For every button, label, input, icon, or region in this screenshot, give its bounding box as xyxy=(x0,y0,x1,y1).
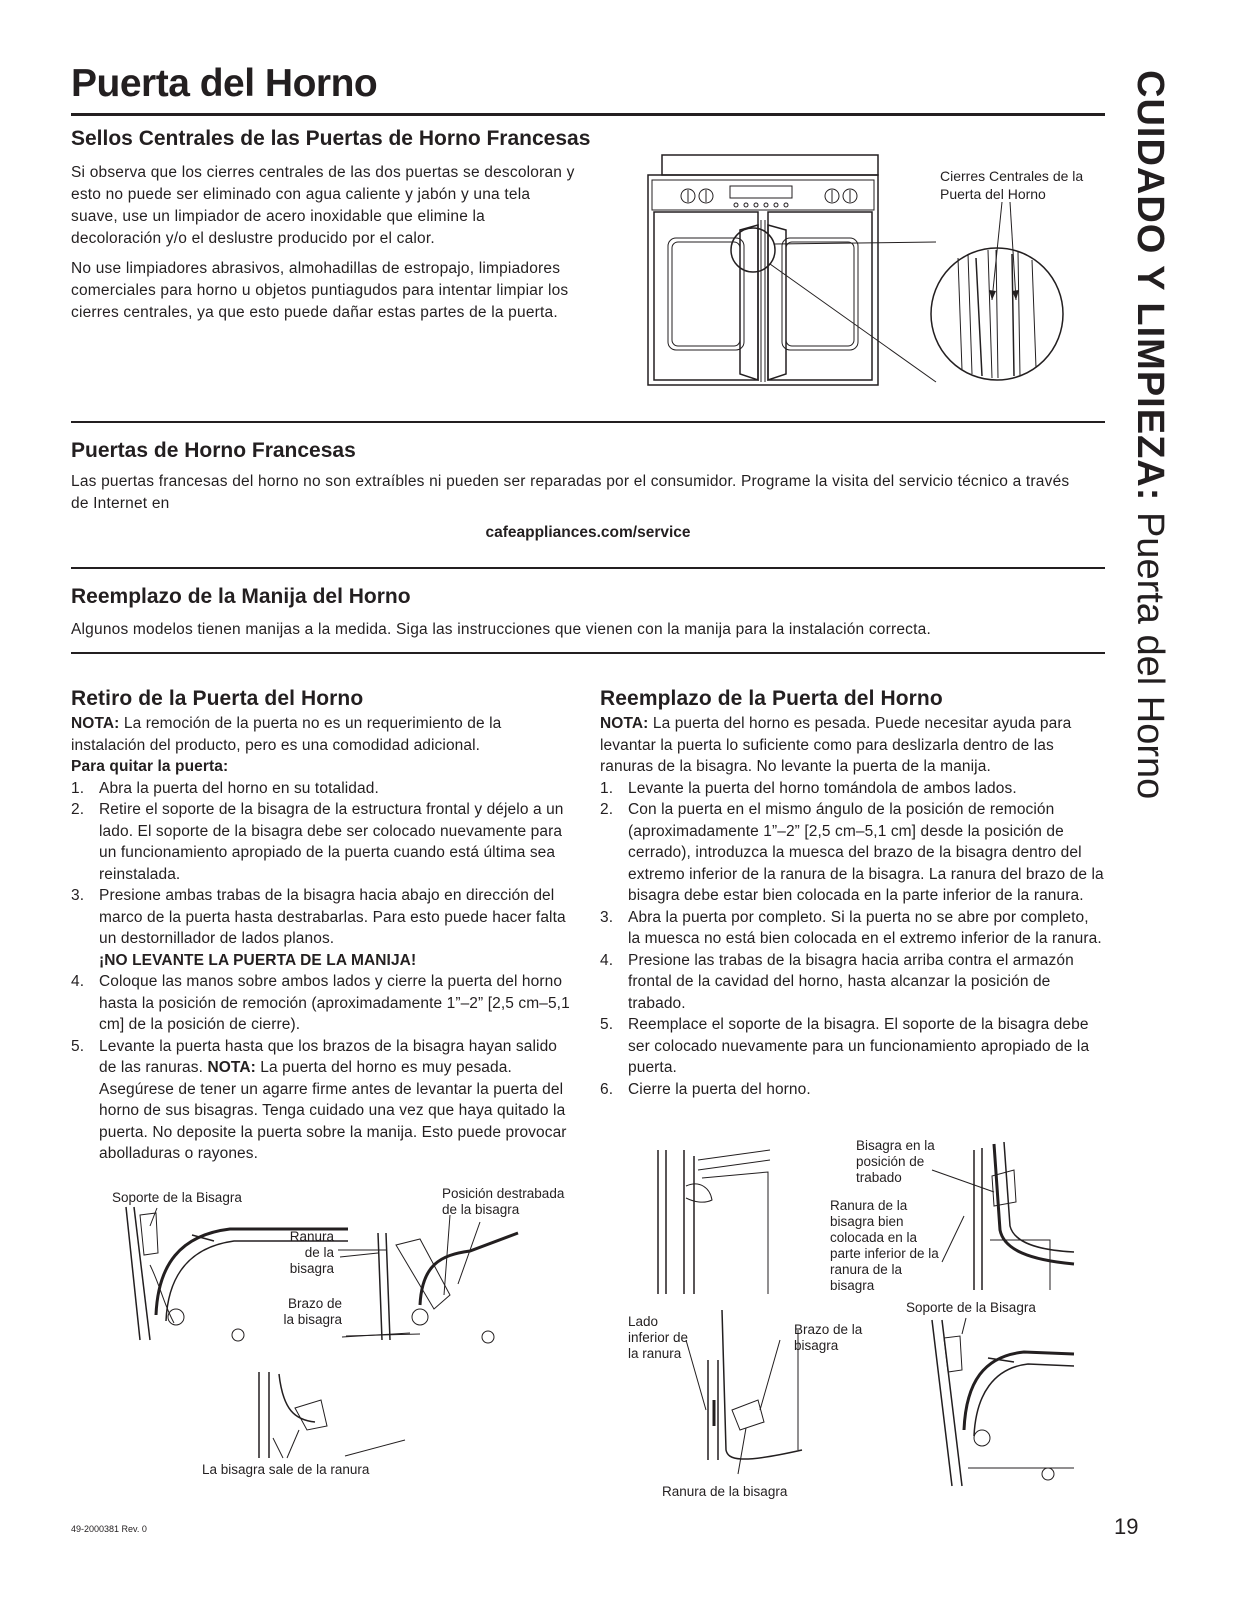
section-heading-central-seals: Sellos Centrales de las Puertas de Horno Francesas xyxy=(71,127,591,150)
note-label: NOTA: xyxy=(600,715,649,732)
list-item: 1. Levante la puerta del horno tomándola de ambos lados. xyxy=(600,779,1017,797)
label-unlocked-position: Posición destrabada de la bisagra xyxy=(442,1186,565,1217)
door-replacement-heading: Reemplazo de la Puerta del Horno xyxy=(600,687,943,710)
label-hinge-slot-right: Ranura de la bisagra xyxy=(662,1484,788,1499)
label-locked-position: Bisagra en la posición de trabado xyxy=(856,1138,935,1185)
side-tab-bold: CUIDADO Y LIMPIEZA: xyxy=(1129,70,1171,502)
list-item: 6. Cierre la puerta del horno. xyxy=(600,1080,811,1098)
figure-label-central-seals: Cierres Centrales de la Puerta del Horno xyxy=(940,168,1084,202)
central-seals-paragraph-2: No use limpiadores abrasivos, almohadillas de estropajo, limpiadores comerciales para horno u objetos puntiagudos para intentar limpiar los cierres centrales, ya que esto puede dañar estas partes de la puerta. xyxy=(71,260,569,321)
list-item: 5. Reemplace el soporte de la bisagra. El soporte de la bisagra debe ser colocado nuevamente para un funcionamiento apropiado de la puerta. xyxy=(600,1016,1090,1076)
list-item: 2. Retire el soporte de la bisagra de la estructura frontal y déjelo a un lado. El soporte de la bisagra debe ser colocado nuevamente para un funcionamiento apropiado de la puerta cuando está última sea reinstalada. xyxy=(71,801,564,883)
label-hinge-arm: Brazo de la bisagra xyxy=(283,1296,342,1327)
list-item: 5. Levante la puerta hasta que los brazos de la bisagra hayan salido de las ranuras. NOTA: La puerta del horno es muy pesada. Asegúrese de tener un agarre firme antes de levantar la puerta del horno de sus bisagras. Tenga cuidado una vez que haya quitado la puerta. No deposite la puerta sobre la manija. Esto puede provocar abolladuras o rayones. xyxy=(71,1037,567,1162)
page-title: Puerta del Horno xyxy=(71,62,378,105)
note-text: La puerta del horno es pesada. Puede necesitar ayuda para levantar la puerta lo suficiente como para deslizarla dentro de las ranuras de la bisagra. No levante la puerta de la manija. xyxy=(600,715,1072,775)
label-hinge-arm-right: Brazo de la bisagra xyxy=(794,1322,863,1353)
handle-warning: ¡NO LEVANTE LA PUERTA DE LA MANIJA! xyxy=(99,951,417,969)
door-removal-heading: Retiro de la Puerta del Horno xyxy=(71,687,364,710)
door-removal-subhead: Para quitar la puerta: xyxy=(71,758,229,775)
page-number: 19 xyxy=(1114,1514,1139,1539)
handle-replacement-paragraph: Algunos modelos tienen manijas a la medida. Siga las instrucciones que vienen con la manija para la instalación correcta. xyxy=(71,621,931,638)
document-code: 49-2000381 Rev. 0 xyxy=(71,1524,147,1534)
service-url-link[interactable]: cafeappliances.com/service xyxy=(485,524,691,541)
list-item: 3. Presione ambas trabas de la bisagra hacia abajo en dirección del marco de la puerta hasta destrabarlas. Para esto puede hacer falta un destornillador de lados planos. ¡NO LEVANTE LA PUERTA DE LA MANIJA! xyxy=(71,887,566,969)
side-tab-light: Puerta del Horno xyxy=(1129,501,1171,800)
french-doors-paragraph: Las puertas francesas del horno no son extraíbles ni pueden ser reparadas por el consumidor. Programe la visita del servicio técnico a través de Internet en xyxy=(71,473,1070,512)
list-item: 4. Presione las trabas de la bisagra hacia arriba contra el armazón frontal de la cavidad del horno, hasta alcanzar la posición de trabado. xyxy=(600,951,1074,1012)
list-item: 2. Con la puerta en el mismo ángulo de la posición de remoción (aproximadamente 1”–2” [2,5 cm–5,1 cm] desde la posición de cerrado), introduzca la muesca del brazo de la bisagra dentro del extremo inferior de la ranura de la bisagra. La ranura del brazo de la bisagra debe estar bien colocada en la parte inferior de la ranura. xyxy=(600,801,1104,904)
central-seals-paragraph-1: Si observa que los cierres centrales de las dos puertas se descoloran y esto no puede ser eliminado con agua caliente y jabón y una tela suave, use un limpiador de acero inoxidable que elimine la decoloración y/o el deslustre producido por el calor. xyxy=(71,164,575,247)
note-label: NOTA: xyxy=(71,715,120,732)
list-item: 3. Abra la puerta por completo. Si la puerta no se abre por completo, la muesca no está bien colocada en el extremo inferior de la ranura. xyxy=(600,908,1102,947)
label-hinge-slot: Ranura de la bisagra xyxy=(289,1229,334,1276)
label-slot-bottom-side: Lado inferior de la ranura xyxy=(628,1314,689,1361)
note-text: La remoción de la puerta no es un requerimiento de la instalación del producto, pero es una comodidad adicional. xyxy=(71,715,502,754)
label-slot-well-seated: Ranura de la bisagra bien colocada en la parte inferior de la ranura de la bisagra xyxy=(830,1198,939,1293)
list-item: 1. Abra la puerta del horno en su totalidad. xyxy=(71,779,379,797)
label-hinge-leaves-slot: La bisagra sale de la ranura xyxy=(202,1462,370,1477)
list-item: 4. Coloque las manos sobre ambos lados y cierre la puerta del horno hasta la posición de remoción (aproximadamente 1”–2” [2,5 cm–5,1 cm] de la posición de cierre). xyxy=(71,973,570,1033)
label-hinge-bracket-right: Soporte de la Bisagra xyxy=(906,1300,1036,1315)
section-heading-handle-replacement: Reemplazo de la Manija del Horno xyxy=(71,585,411,608)
section-heading-french-doors: Puertas de Horno Francesas xyxy=(71,439,356,462)
label-hinge-bracket: Soporte de la Bisagra xyxy=(112,1190,242,1205)
